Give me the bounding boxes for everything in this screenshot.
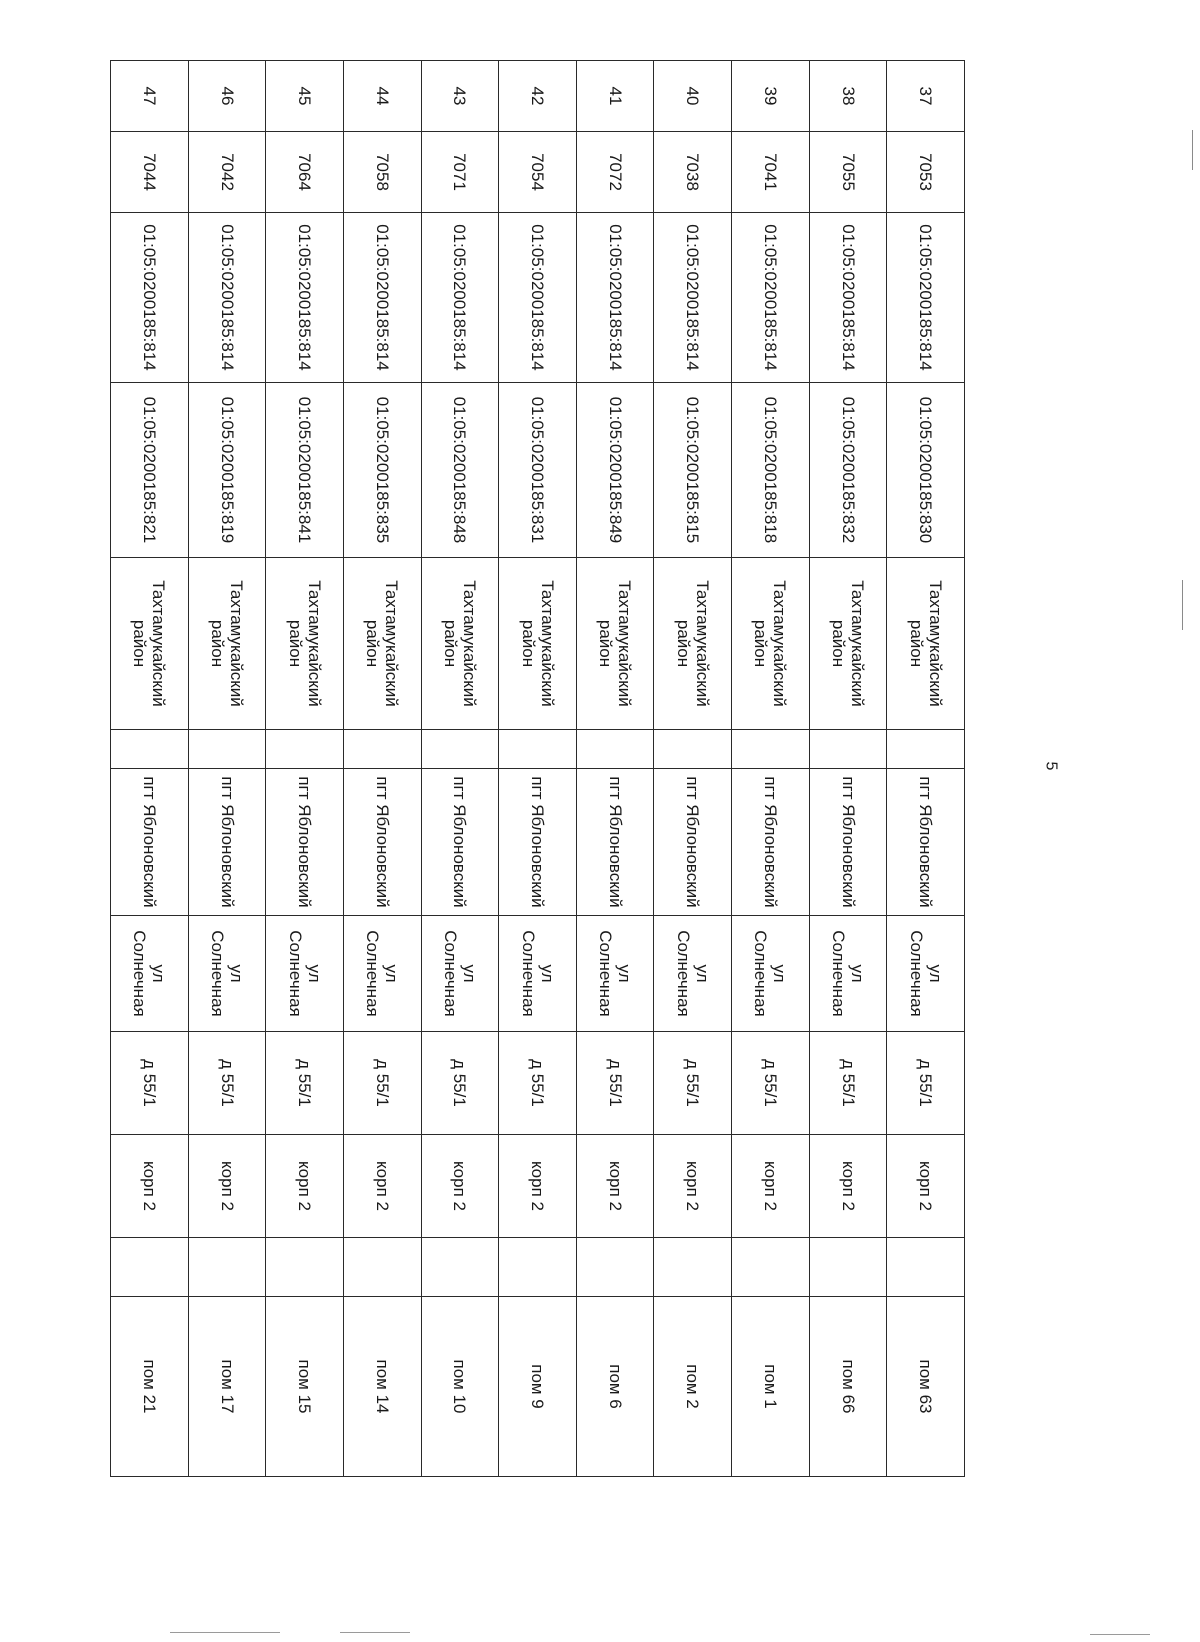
cell-building: корп 2 (266, 1135, 344, 1238)
cell-row-number: 44 (344, 61, 422, 132)
cell-empty (266, 730, 344, 769)
cell-code: 7071 (421, 132, 499, 213)
cell-premise: пом 14 (344, 1297, 422, 1477)
cell-parent-cadastral: 01:05:0200185:814 (576, 213, 654, 383)
cell-house: д 55/1 (499, 1032, 577, 1135)
cell-code: 7044 (111, 132, 189, 213)
cell-street: ул Солнечная (188, 916, 266, 1032)
cell-settlement: пгт Яблоновский (266, 769, 344, 916)
cell-code: 7064 (266, 132, 344, 213)
cell-cadastral-number: 01:05:0200185:819 (188, 383, 266, 558)
cell-house: д 55/1 (887, 1032, 965, 1135)
cell-empty (576, 730, 654, 769)
cell-row-number: 40 (654, 61, 732, 132)
cell-empty (344, 730, 422, 769)
cell-street: ул Солнечная (111, 916, 189, 1032)
cell-settlement: пгт Яблоновский (654, 769, 732, 916)
cell-premise: пом 9 (499, 1297, 577, 1477)
table-row (809, 61, 887, 1477)
cell-district: Тахтамукайский район (499, 558, 577, 730)
cell-empty (499, 1238, 577, 1297)
cell-house: д 55/1 (732, 1032, 810, 1135)
cell-premise: пом 21 (111, 1297, 189, 1477)
cell-building: корп 2 (732, 1135, 810, 1238)
cell-house: д 55/1 (809, 1032, 887, 1135)
cell-street: ул Солнечная (809, 916, 887, 1032)
cell-empty (421, 1238, 499, 1297)
cell-building: корп 2 (654, 1135, 732, 1238)
cell-house: д 55/1 (188, 1032, 266, 1135)
cell-district: Тахтамукайский район (421, 558, 499, 730)
cell-empty (809, 730, 887, 769)
cell-empty (344, 1238, 422, 1297)
cell-house: д 55/1 (576, 1032, 654, 1135)
cell-premise: пом 17 (188, 1297, 266, 1477)
cell-row-number: 37 (887, 61, 965, 132)
cell-building: корп 2 (809, 1135, 887, 1238)
cell-code: 7053 (887, 132, 965, 213)
scan-artifact (1182, 580, 1183, 630)
cell-parent-cadastral: 01:05:0200185:814 (887, 213, 965, 383)
cell-empty (188, 1238, 266, 1297)
table-row (654, 61, 732, 1477)
cell-parent-cadastral: 01:05:0200185:814 (344, 213, 422, 383)
cell-cadastral-number: 01:05:0200185:849 (576, 383, 654, 558)
table-row (188, 61, 266, 1477)
cell-district: Тахтамукайский район (576, 558, 654, 730)
cell-street: ул Солнечная (499, 916, 577, 1032)
cell-settlement: пгт Яблоновский (887, 769, 965, 916)
cell-row-number: 39 (732, 61, 810, 132)
cell-premise: пом 2 (654, 1297, 732, 1477)
cell-code: 7058 (344, 132, 422, 213)
scan-artifact (1192, 130, 1193, 170)
cell-row-number: 43 (421, 61, 499, 132)
table-row (344, 61, 422, 1477)
cell-cadastral-number: 01:05:0200185:821 (111, 383, 189, 558)
cell-empty (809, 1238, 887, 1297)
cell-code: 7054 (499, 132, 577, 213)
cell-district: Тахтамукайский район (654, 558, 732, 730)
cell-parent-cadastral: 01:05:0200185:814 (111, 213, 189, 383)
cell-building: корп 2 (421, 1135, 499, 1238)
scan-artifact (340, 1632, 410, 1633)
cell-parent-cadastral: 01:05:0200185:814 (188, 213, 266, 383)
cell-cadastral-number: 01:05:0200185:830 (887, 383, 965, 558)
cell-empty (188, 730, 266, 769)
cell-settlement: пгт Яблоновский (809, 769, 887, 916)
cell-house: д 55/1 (344, 1032, 422, 1135)
cell-district: Тахтамукайский район (887, 558, 965, 730)
table-row (111, 61, 189, 1477)
registry-table (110, 60, 965, 1477)
cell-code: 7041 (732, 132, 810, 213)
cell-building: корп 2 (111, 1135, 189, 1238)
cell-premise: пом 6 (576, 1297, 654, 1477)
cell-empty (732, 730, 810, 769)
table-row (887, 61, 965, 1477)
cell-row-number: 47 (111, 61, 189, 132)
cell-street: ул Солнечная (421, 916, 499, 1032)
cell-cadastral-number: 01:05:0200185:832 (809, 383, 887, 558)
cell-code: 7038 (654, 132, 732, 213)
cell-row-number: 45 (266, 61, 344, 132)
cell-building: корп 2 (576, 1135, 654, 1238)
table-row (421, 61, 499, 1477)
cell-parent-cadastral: 01:05:0200185:814 (266, 213, 344, 383)
cell-district: Тахтамукайский район (732, 558, 810, 730)
cell-house: д 55/1 (266, 1032, 344, 1135)
cell-empty (732, 1238, 810, 1297)
cell-street: ул Солнечная (576, 916, 654, 1032)
cell-empty (499, 730, 577, 769)
cell-row-number: 38 (809, 61, 887, 132)
cell-code: 7042 (188, 132, 266, 213)
cell-empty (887, 730, 965, 769)
cell-row-number: 46 (188, 61, 266, 132)
page-number: 5 (1042, 761, 1060, 771)
registry-table-container (110, 60, 965, 1476)
cell-district: Тахтамукайский район (111, 558, 189, 730)
table-body (111, 61, 965, 1477)
cell-empty (654, 1238, 732, 1297)
cell-building: корп 2 (499, 1135, 577, 1238)
cell-premise: пом 1 (732, 1297, 810, 1477)
cell-code: 7072 (576, 132, 654, 213)
cell-district: Тахтамукайский район (809, 558, 887, 730)
cell-parent-cadastral: 01:05:0200185:814 (421, 213, 499, 383)
cell-empty (576, 1238, 654, 1297)
cell-settlement: пгт Яблоновский (732, 769, 810, 916)
cell-empty (111, 1238, 189, 1297)
cell-cadastral-number: 01:05:0200185:848 (421, 383, 499, 558)
cell-parent-cadastral: 01:05:0200185:814 (809, 213, 887, 383)
cell-cadastral-number: 01:05:0200185:835 (344, 383, 422, 558)
table-row (732, 61, 810, 1477)
cell-parent-cadastral: 01:05:0200185:814 (499, 213, 577, 383)
scan-artifact (170, 1632, 280, 1633)
cell-empty (654, 730, 732, 769)
cell-street: ул Солнечная (654, 916, 732, 1032)
cell-building: корп 2 (188, 1135, 266, 1238)
cell-empty (887, 1238, 965, 1297)
cell-street: ул Солнечная (344, 916, 422, 1032)
cell-street: ул Солнечная (732, 916, 810, 1032)
cell-cadastral-number: 01:05:0200185:831 (499, 383, 577, 558)
cell-premise: пом 63 (887, 1297, 965, 1477)
cell-settlement: пгт Яблоновский (576, 769, 654, 916)
cell-district: Тахтамукайский район (266, 558, 344, 730)
cell-empty (421, 730, 499, 769)
cell-house: д 55/1 (111, 1032, 189, 1135)
cell-row-number: 41 (576, 61, 654, 132)
cell-building: корп 2 (344, 1135, 422, 1238)
cell-district: Тахтамукайский район (188, 558, 266, 730)
cell-empty (266, 1238, 344, 1297)
table-row (499, 61, 577, 1477)
cell-row-number: 42 (499, 61, 577, 132)
cell-house: д 55/1 (421, 1032, 499, 1135)
cell-district: Тахтамукайский район (344, 558, 422, 730)
cell-cadastral-number: 01:05:0200185:841 (266, 383, 344, 558)
scan-artifact (1090, 1634, 1150, 1635)
cell-street: ул Солнечная (266, 916, 344, 1032)
cell-parent-cadastral: 01:05:0200185:814 (732, 213, 810, 383)
cell-premise: пом 10 (421, 1297, 499, 1477)
cell-street: ул Солнечная (887, 916, 965, 1032)
cell-settlement: пгт Яблоновский (344, 769, 422, 916)
cell-cadastral-number: 01:05:0200185:818 (732, 383, 810, 558)
cell-building: корп 2 (887, 1135, 965, 1238)
cell-premise: пом 66 (809, 1297, 887, 1477)
table-row (576, 61, 654, 1477)
cell-cadastral-number: 01:05:0200185:815 (654, 383, 732, 558)
cell-settlement: пгт Яблоновский (499, 769, 577, 916)
cell-premise: пом 15 (266, 1297, 344, 1477)
cell-parent-cadastral: 01:05:0200185:814 (654, 213, 732, 383)
cell-settlement: пгт Яблоновский (188, 769, 266, 916)
cell-code: 7055 (809, 132, 887, 213)
cell-empty (111, 730, 189, 769)
cell-settlement: пгт Яблоновский (111, 769, 189, 916)
cell-house: д 55/1 (654, 1032, 732, 1135)
table-row (266, 61, 344, 1477)
cell-settlement: пгт Яблоновский (421, 769, 499, 916)
